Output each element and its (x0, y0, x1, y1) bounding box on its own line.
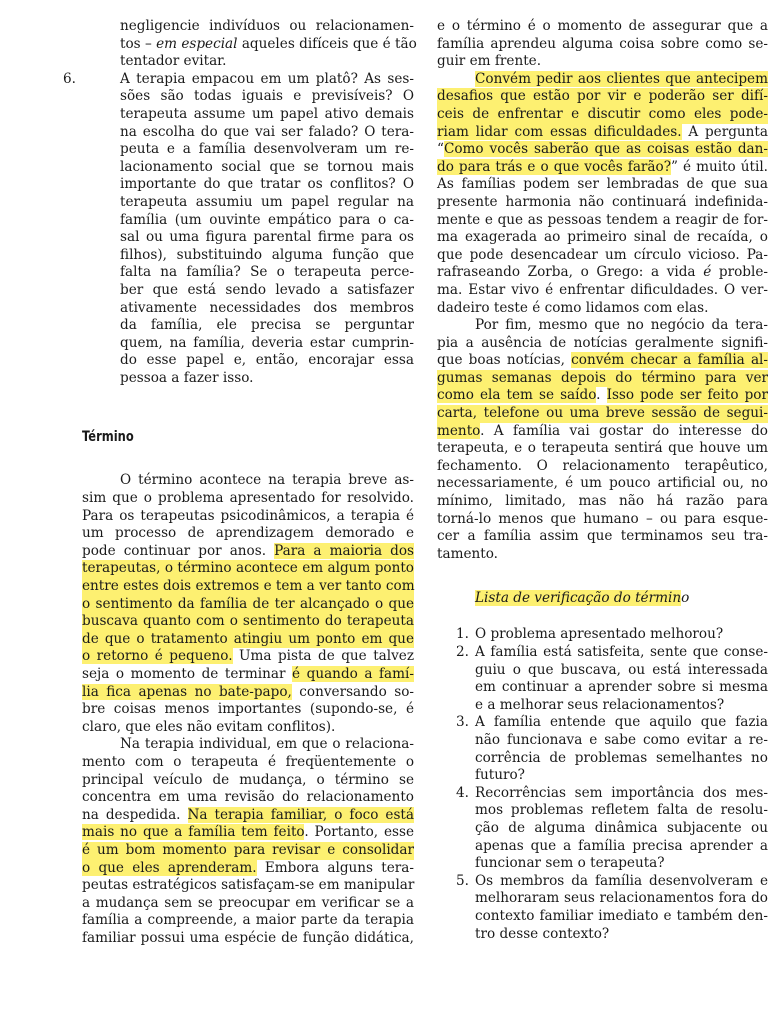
text-line: bre coisas menos importantes (supondo-se, é (82, 701, 414, 718)
text-line: e a melhorar seus relacionamentos? (475, 696, 725, 713)
highlighted-text: carta, telefone ou uma breve sessão de segui- (437, 405, 768, 422)
section-heading: Término (82, 429, 134, 446)
text-line: mais no que a família tem feito. Portanto, esse (82, 824, 414, 841)
text-line: ber que está sendo levado a satisfazer (120, 281, 414, 298)
paragraph (82, 736, 414, 947)
text-line: o retorno é pequeno. Uma pista de que talvez (82, 648, 414, 665)
text-line: A família entende que aquilo que fazia (475, 714, 768, 731)
highlighted-text: Lista de verificação do térmi (475, 590, 673, 607)
text-line: ativamente necessidades dos membros (120, 299, 414, 316)
text-line: ma exagerada ao primeiro sinal de recaída, o (437, 229, 768, 246)
text-line: riam lidar com essas dificuldades. A pergunta (437, 123, 768, 140)
highlighted-text: o que eles aprenderam. (82, 859, 257, 876)
emphasis-text: o (681, 590, 690, 607)
list-number: 5. (456, 872, 469, 889)
text-line: sões são todas iguais e previsíveis? O (120, 88, 414, 105)
text-line: em continuar a aprender sobre si mesma (475, 679, 768, 696)
highlighted-text: mais no que a família tem feito (82, 824, 305, 841)
checklist-title (437, 589, 768, 607)
text-line: cer a família assim que terminamos seu tra- (437, 528, 768, 545)
text-line: tamento. (437, 545, 498, 562)
highlighted-text: é quando a famí- (292, 666, 414, 682)
text-line: não funcionava e sabe como evitar a re- (475, 731, 768, 748)
text-line: mente e que as pessoas tendem a reagir de for- (437, 211, 768, 228)
text-line: mos problemas refletem falta de resolu- (475, 802, 768, 819)
paragraph (437, 317, 768, 563)
text-line: Para os terapeutas psicodinâmicos, a terapia é (82, 507, 414, 524)
text-line: do esse papel e, então, encorajar essa (120, 352, 414, 369)
text-line: O término acontece na terapia breve as- (120, 472, 414, 489)
text-line: como ela tem se saído. Isso pode ser feito por (437, 387, 768, 404)
text-line: principal veículo de mudança, o término se (82, 771, 414, 788)
highlighted-text: do para trás e o que vocês farão? (437, 158, 672, 175)
text-line: familiar possui uma espécie de função didática, (82, 929, 414, 946)
list-number: 4. (456, 784, 469, 801)
highlighted-text: lia fica apenas no bate-papo, (82, 683, 292, 700)
text-line: Os membros da família desenvolveram e (475, 872, 768, 889)
text-line: terapeuta assume um papel ativo demais (120, 105, 414, 122)
highlighted-text: desafios que estão por vir e poderão ser difí- (437, 88, 768, 105)
text-line: melhoraram seus relacionamentos fora do (475, 890, 768, 907)
highlighted-text: o retorno é pequeno. (82, 648, 233, 665)
text-line: Por fim, mesmo que no negócio da tera- (475, 317, 768, 334)
highlighted-text: de que o tratamento atingiu um ponto em que (82, 630, 414, 647)
checklist-item (456, 714, 768, 784)
text-line: peutas estratégicos satisfaçam-se em manipular (82, 877, 415, 894)
highlighted-text: é um bom momento para revisar e consolidar (82, 841, 414, 858)
text-line: concentra em uma revisão do relacionamento (82, 789, 414, 806)
text-line: rafraseando Zorba, o Grego: a vida é proble- (437, 264, 768, 281)
list-number: 1. (456, 626, 469, 643)
text-line: do para trás e o que vocês farão?” é muito útil. (437, 158, 768, 175)
list-item-6 (63, 70, 414, 388)
text-line: futuro? (475, 767, 525, 784)
list-number: 2. (456, 644, 469, 660)
text-line: lacionamento social que se tornou mais (120, 158, 414, 175)
text-line: importante do que tratar os conflitos? O (120, 176, 414, 193)
text-line: da família, ele precisa se perguntar (120, 317, 414, 334)
text-line: negligencie indivíduos ou relacionamen- (120, 18, 414, 34)
highlighted-text: o sentimento da família de ter alcançado o que (82, 595, 414, 612)
text-line: lia fica apenas no bate-papo, conversando so- (82, 683, 414, 700)
text-line: claro, que eles não evitam conflitos). (82, 718, 336, 735)
paragraph (437, 71, 768, 317)
text-line: torná-lo menos que humano – ou para esque- (437, 510, 768, 527)
text-line: necessariamente, é um pouco artificial ou, no (437, 475, 768, 492)
checklist (437, 626, 768, 943)
highlighted-text: convém checar a família al- (571, 352, 768, 369)
text-line: A terapia empacou em um platô? As ses- (120, 70, 414, 87)
highlighted-text: Isso pode ser feito por (606, 387, 768, 404)
text-line: ção de alguma dinâmica subjacente ou (475, 819, 768, 836)
list-item-text (120, 71, 414, 388)
text-line: família a compreende, a maior parte da terapia (82, 912, 414, 929)
text-line: que pode desencadear um círculo vicioso. Pa- (437, 246, 768, 263)
list-number: 6. (63, 70, 76, 87)
text-line: mínimo, limitado, mas não há razão para (437, 493, 768, 510)
checklist-item (456, 626, 768, 644)
text-line: tentador evitar. (120, 53, 227, 70)
text-line: terapeuta assumiu um papel regular na (120, 193, 414, 210)
text-line: corrência de problemas semelhantes no (475, 749, 768, 766)
text-line: presente harmonia não continuará indefinida- (437, 193, 768, 210)
list-number: 3. (456, 714, 469, 731)
highlighted-text: entre estes dois extremos e tem a ver tanto com (82, 578, 415, 595)
highlighted-text: como ela tem se saído (437, 387, 597, 404)
highlighted-text: Para a maioria dos (274, 542, 414, 559)
text-line: tos – em especial aqueles difíceis que é tão (120, 35, 417, 52)
highlighted-text: buscava quanto com o sentimento do terapeuta (82, 613, 414, 630)
list-continuation (82, 18, 417, 71)
text-line: As famílias podem ser lembradas de que sua (437, 176, 768, 193)
text-line: família aprendeu alguma coisa sobre como se- (437, 35, 768, 52)
highlighted-text: n (672, 590, 682, 607)
paragraph (437, 18, 768, 71)
text-line: sal ou uma figura parental firme para os (120, 229, 414, 246)
right-column (437, 18, 768, 943)
text-line: e o término é o momento de assegurar que a (437, 18, 768, 34)
text-line: fechamento. O relacionamento terapêutico, (437, 457, 768, 474)
text-line: tro desse contexto? (475, 925, 610, 942)
text-line: sim que o problema apresentado for resolvido. (82, 490, 414, 507)
text-line: o que eles aprenderam. Embora alguns tera- (82, 859, 414, 876)
text-line: O problema apresentado melhorou? (475, 626, 724, 643)
text-line: família (um ouvinte empático para o ca- (120, 211, 414, 228)
text-line: pia a ausência de notícias geralmente signifi- (437, 334, 768, 351)
checklist-item (456, 784, 768, 873)
text-line: pessoa a fazer isso. (120, 369, 254, 386)
text-line: na despedida. Na terapia familiar, o foco está (82, 806, 414, 823)
text-line: A família está satisfeita, sente que conse- (475, 644, 768, 660)
text-line: guiu o que buscava, ou está interessada (475, 661, 768, 678)
text-line: a mudança sem se preocupar em verificar se a (82, 894, 414, 911)
highlighted-text: riam lidar com essas dificuldades. (437, 123, 682, 140)
text-line: Na terapia individual, em que o relaciona- (120, 736, 414, 753)
text-line: contexto familiar imediato e também den- (475, 907, 768, 924)
text-line: ma. Estar vivo é enfrentar dificuldades. O ver- (437, 281, 768, 298)
text-line: peuta e a família desenvolveram um re- (120, 141, 414, 158)
highlighted-text: terapeutas, o término acontece em algum ponto (82, 560, 414, 577)
text-line: um processo de aprendizagem demorado e (82, 525, 414, 542)
highlighted-text: Convém pedir aos clientes que antecipem (475, 70, 768, 87)
text-line: na escolha do que vai ser falado? O tera- (120, 123, 414, 140)
emphasis-text: é (703, 264, 712, 281)
text-line: quem, na família, deveria estar cumprin- (120, 334, 414, 351)
text-line: que boas notícias, convém checar a família al- (437, 352, 768, 369)
text-line (437, 71, 768, 89)
text-line: pode continuar por anos. Para a maioria dos (82, 542, 414, 559)
text-line: funcionar sem o terapeuta? (475, 855, 665, 872)
text-line: Recorrências sem importância dos mes- (475, 784, 768, 801)
text-line: mento. A família vai gostar do interesse do (437, 422, 768, 439)
emphasis-text: em especial (156, 35, 238, 52)
text-line: dadeiro teste é como lidamos com elas. (437, 299, 709, 316)
highlighted-text: ceis de enfrentar e discutir como eles pode- (437, 105, 768, 122)
text-line: guir em frente. (437, 53, 542, 70)
text-line: mento com o terapeuta é freqüentemente o (82, 753, 414, 770)
highlighted-text: Como vocês saberão que as coisas estão dan- (443, 141, 768, 158)
text-line: seja o momento de terminar é quando a famí- (82, 666, 414, 682)
highlighted-text: gumas semanas depois do término para ver (437, 369, 768, 386)
highlighted-text: Na terapia familiar, o foco está (187, 806, 414, 823)
highlighted-text: mento (437, 422, 481, 439)
paragraph (82, 472, 414, 736)
text-line: filhos), substituindo alguma função que (120, 246, 414, 263)
text-line: falta na família? Se o terapeuta perce- (120, 264, 414, 281)
text-line: apenas que a família precisa aprender a (475, 837, 768, 854)
text-line: terapeuta, e o terapeuta sentirá que houve um (437, 440, 768, 457)
checklist-item (456, 644, 768, 714)
left-column (63, 18, 417, 948)
text-line: “Como vocês saberão que as coisas estão dan- (437, 141, 768, 158)
checklist-item (456, 872, 768, 943)
